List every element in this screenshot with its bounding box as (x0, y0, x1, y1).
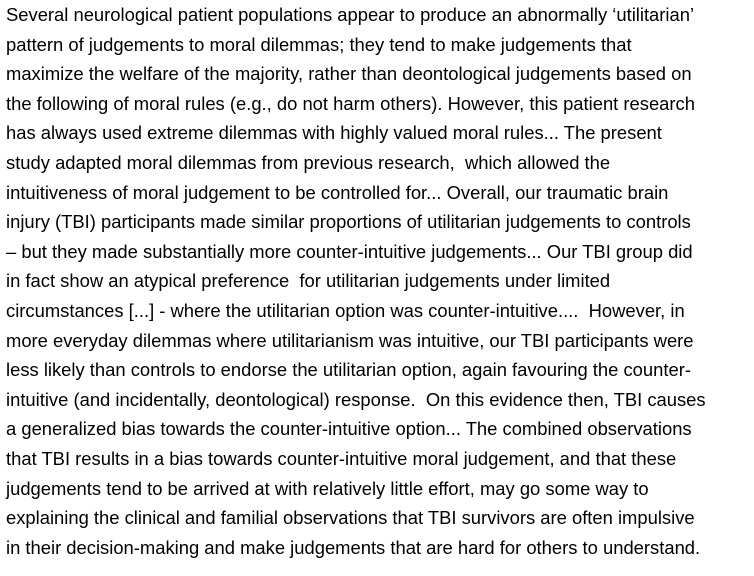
text-line: – but they made substantially more counter-intuitive judgements... Our TBI group did (6, 240, 693, 262)
text-line: pattern of judgements to moral dilemmas; they tend to make judgements that (6, 33, 632, 55)
text-line: intuitive (and incidentally, deontological) response. On this evidence then, TBI causes (6, 388, 706, 410)
text-line: more everyday dilemmas where utilitarianism was intuitive, our TBI participants were (6, 329, 694, 351)
text-line: study adapted moral dilemmas from previous research, which allowed the (6, 151, 611, 173)
text-line: circumstances [...] - where the utilitarian option was counter-intuitive.... However, in (6, 299, 685, 321)
text-line: Several neurological patient populations appear to produce an abnormally ‘utilitarian’ (6, 4, 695, 25)
text-line: in fact show an atypical preference for utilitarian judgements under limited (6, 270, 611, 292)
text-line: has always used extreme dilemmas with highly valued moral rules... The present (6, 122, 662, 144)
text-line: in their decision-making and make judgements that are hard for others to understand. (6, 536, 701, 558)
text-line: a generalized bias towards the counter-intuitive option... The combined observations (6, 418, 692, 440)
text-line: judgements tend to be arrived at with relatively little effort, may go some way to (6, 477, 649, 499)
quote-paragraph (6, 0, 754, 562)
text-line: less likely than controls to endorse the utilitarian option, again favouring the counter- (6, 359, 691, 381)
text-line: that TBI results in a bias towards counter-intuitive moral judgement, and that these (6, 447, 677, 469)
text-line: maximize the welfare of the majority, rather than deontological judgements based on (6, 63, 692, 85)
text-line: the following of moral rules (e.g., do not harm others). However, this patient research (6, 92, 695, 114)
text-line: injury (TBI) participants made similar proportions of utilitarian judgements to controls (6, 211, 691, 233)
text-line: explaining the clinical and familial observations that TBI survivors are often impulsive (6, 507, 695, 529)
text-line: intuitiveness of moral judgement to be controlled for... Overall, our traumatic brain (6, 181, 669, 203)
